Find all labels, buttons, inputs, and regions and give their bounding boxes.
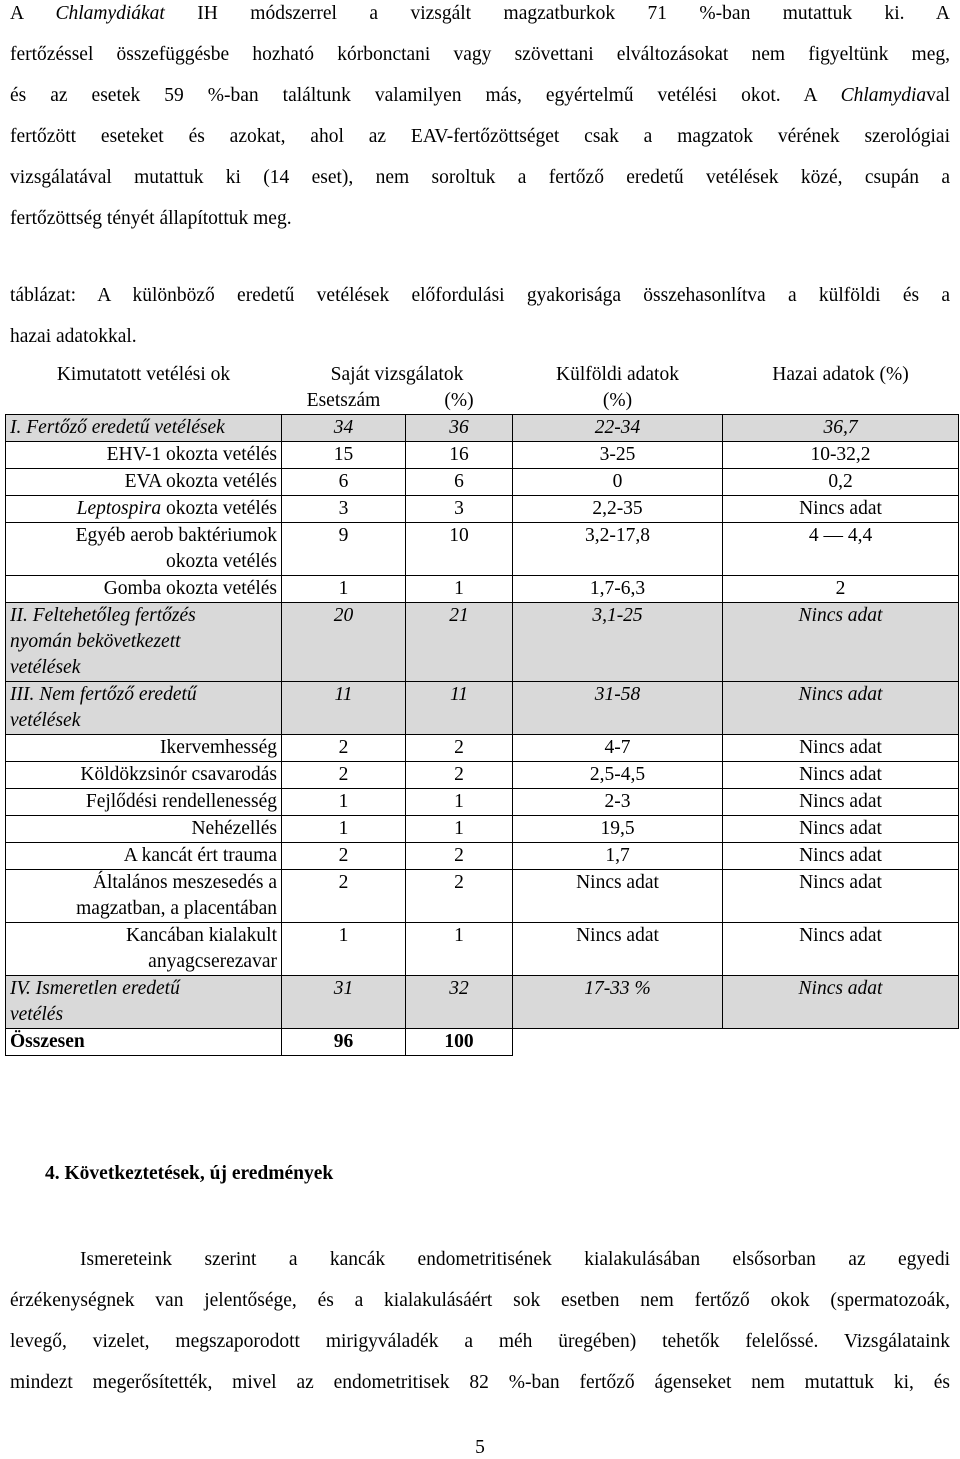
- header-foreign: Külföldi adatok: [556, 364, 679, 385]
- table-row: [6, 469, 959, 496]
- conclusion-paragraph: [10, 1239, 950, 1403]
- row-domestic: 2: [723, 576, 959, 603]
- caption-line-2: hazai adatokkal.: [10, 326, 137, 347]
- row-foreign: 2,5-4,5: [513, 762, 723, 789]
- table-row: [6, 843, 959, 870]
- row-count: 2: [282, 735, 406, 762]
- row-domestic: Nincs adat: [723, 682, 959, 735]
- row-count: 1: [282, 816, 406, 843]
- row-foreign: 19,5: [513, 816, 723, 843]
- row-pct: 21: [406, 603, 513, 682]
- conclusion-line-2: érzékenységnek van jelentősége, és a kialakulásáért sok esetben nem fertőző okok (spermatozoák,: [10, 1290, 950, 1311]
- table-row: [6, 735, 959, 762]
- row-foreign: 22-34: [513, 415, 723, 442]
- table-row: [6, 496, 959, 523]
- table-row: [6, 682, 959, 735]
- table-total-row: [6, 1029, 959, 1056]
- row-label: Fejlődési rendellenesség: [6, 789, 282, 816]
- row-label: I. Fertőző eredetű vetélések: [6, 415, 282, 442]
- section-heading: 4. Következtetések, új eredmények: [45, 1163, 334, 1184]
- row-count: 1: [282, 789, 406, 816]
- row-domestic: Nincs adat: [723, 870, 959, 923]
- row-pct: 1: [406, 923, 513, 976]
- row-label: Kancában kialakult anyagcserezavar: [6, 923, 282, 976]
- row-pct: 2: [406, 735, 513, 762]
- row-domestic: Nincs adat: [723, 603, 959, 682]
- row-domestic: 0,2: [723, 469, 959, 496]
- table-row: [6, 923, 959, 976]
- row-label: Nehézellés: [6, 816, 282, 843]
- table-row: [6, 870, 959, 923]
- row-label: Ikervemhesség: [6, 735, 282, 762]
- row-foreign: 17-33 %: [513, 976, 723, 1029]
- row-label: EHV-1 okozta vetélés: [6, 442, 282, 469]
- total-count: 96: [282, 1029, 406, 1056]
- header-case-count: Esetszám: [306, 390, 381, 411]
- row-pct: 11: [406, 682, 513, 735]
- header-cause: Kimutatott vetélési ok: [56, 364, 231, 385]
- row-pct: 32: [406, 976, 513, 1029]
- intro-line-1: A Chlamydiákat IH módszerrel a vizsgált magzatburkok 71 %-ban mutattuk ki. A: [10, 3, 950, 24]
- row-pct: 2: [406, 870, 513, 923]
- row-count: 20: [282, 603, 406, 682]
- row-label: Egyéb aerob baktériumok okozta vetélés: [6, 523, 282, 576]
- row-count: 6: [282, 469, 406, 496]
- row-domestic: Nincs adat: [723, 843, 959, 870]
- table-row: [6, 762, 959, 789]
- row-count: 1: [282, 576, 406, 603]
- row-foreign: 3,1-25: [513, 603, 723, 682]
- table-row: [6, 603, 959, 682]
- row-pct: 2: [406, 762, 513, 789]
- row-domestic: Nincs adat: [723, 816, 959, 843]
- table-row: [6, 415, 959, 442]
- row-label: Leptospira okozta vetélés: [6, 496, 282, 523]
- row-count: 9: [282, 523, 406, 576]
- table-row: [6, 976, 959, 1029]
- row-foreign: 3-25: [513, 442, 723, 469]
- row-label: EVA okozta vetélés: [6, 469, 282, 496]
- row-foreign: 0: [513, 469, 723, 496]
- table-row: [6, 576, 959, 603]
- caption-line-1: táblázat: A különböző eredetű vetélések előfordulási gyakorisága összehasonlítva a külföldi és a: [10, 285, 950, 306]
- row-label: II. Feltehetőleg fertőzés nyomán bekövetkezett vetélések: [6, 603, 282, 682]
- row-foreign: 2,2-35: [513, 496, 723, 523]
- intro-line-4: fertőzött eseteket és azokat, ahol az EAV-fertőzöttséget csak a magzatok vérének szerológiai: [10, 126, 950, 147]
- row-pct: 1: [406, 576, 513, 603]
- row-count: 1: [282, 923, 406, 976]
- table-row: [6, 523, 959, 576]
- row-pct: 2: [406, 843, 513, 870]
- row-pct: 10: [406, 523, 513, 576]
- row-domestic: 4 — 4,4: [723, 523, 959, 576]
- header-own-pct: (%): [444, 390, 474, 411]
- row-label: IV. Ismeretlen eredetű vetélés: [6, 976, 282, 1029]
- row-domestic: Nincs adat: [723, 789, 959, 816]
- intro-line-5: vizsgálatával mutattuk ki (14 eset), nem soroltuk a fertőző eredetű vetélések közé, csupán a: [10, 167, 950, 188]
- row-count: 2: [282, 762, 406, 789]
- row-foreign: 3,2-17,8: [513, 523, 723, 576]
- row-foreign: 31-58: [513, 682, 723, 735]
- intro-line-2: fertőzéssel összefüggésbe hozható kórbonctani vagy szövettani elváltozásokat nem figyeltünk meg,: [10, 44, 950, 65]
- row-domestic: Nincs adat: [723, 496, 959, 523]
- row-domestic: 10-32,2: [723, 442, 959, 469]
- row-pct: 1: [406, 816, 513, 843]
- row-count: 2: [282, 843, 406, 870]
- row-domestic: Nincs adat: [723, 735, 959, 762]
- row-foreign: Nincs adat: [513, 923, 723, 976]
- row-count: 34: [282, 415, 406, 442]
- abortion-causes-table: [5, 362, 959, 1056]
- row-pct: 36: [406, 415, 513, 442]
- row-pct: 1: [406, 789, 513, 816]
- row-pct: 6: [406, 469, 513, 496]
- header-foreign-pct: (%): [602, 390, 633, 411]
- row-count: 31: [282, 976, 406, 1029]
- row-label: Köldökzsinór csavarodás: [6, 762, 282, 789]
- row-count: 11: [282, 682, 406, 735]
- table-row: [6, 442, 959, 469]
- header-domestic: Hazai adatok (%): [772, 364, 909, 385]
- conclusion-line-1: Ismereteink szerint a kancák endometritisének kialakulásában elsősorban az egyedi: [80, 1249, 950, 1270]
- conclusion-line-4: mindezt megerősítették, mivel az endometritisek 82 %-ban fertőző ágenseket nem mutattuk ki, és: [10, 1372, 950, 1393]
- total-label: Összesen: [6, 1029, 282, 1056]
- table-caption: [10, 275, 950, 357]
- row-foreign: 1,7-6,3: [513, 576, 723, 603]
- row-pct: 3: [406, 496, 513, 523]
- header-own: Saját vizsgálatok: [330, 364, 464, 385]
- row-label: III. Nem fertőző eredetű vetélések: [6, 682, 282, 735]
- row-label: A kancát ért trauma: [6, 843, 282, 870]
- table-header-row-2: [6, 388, 959, 415]
- row-foreign: 1,7: [513, 843, 723, 870]
- row-domestic: Nincs adat: [723, 762, 959, 789]
- row-count: 15: [282, 442, 406, 469]
- row-count: 3: [282, 496, 406, 523]
- row-foreign: 4-7: [513, 735, 723, 762]
- row-count: 2: [282, 870, 406, 923]
- row-domestic: 36,7: [723, 415, 959, 442]
- intro-line-6: fertőzöttség tényét állapítottuk meg.: [10, 208, 292, 229]
- row-foreign: Nincs adat: [513, 870, 723, 923]
- table-header-row-1: [6, 362, 959, 388]
- table-row: [6, 816, 959, 843]
- table-row: [6, 789, 959, 816]
- conclusion-line-3: levegő, vizelet, megszaporodott mirigyváladék a méh üregében) tehetők felelőssé. Vizsgálataink: [10, 1331, 950, 1352]
- row-domestic: Nincs adat: [723, 976, 959, 1029]
- intro-line-3: és az esetek 59 %-ban találtunk valamilyen más, egyértelmű vetélési okot. A Chlamydiaval: [10, 85, 950, 106]
- total-pct: 100: [406, 1029, 513, 1056]
- row-domestic: Nincs adat: [723, 923, 959, 976]
- intro-paragraph: [10, 0, 950, 239]
- row-foreign: 2-3: [513, 789, 723, 816]
- row-label: Általános meszesedés a magzatban, a placentában: [6, 870, 282, 923]
- page-number: 5: [475, 1437, 485, 1458]
- row-label: Gomba okozta vetélés: [6, 576, 282, 603]
- row-pct: 16: [406, 442, 513, 469]
